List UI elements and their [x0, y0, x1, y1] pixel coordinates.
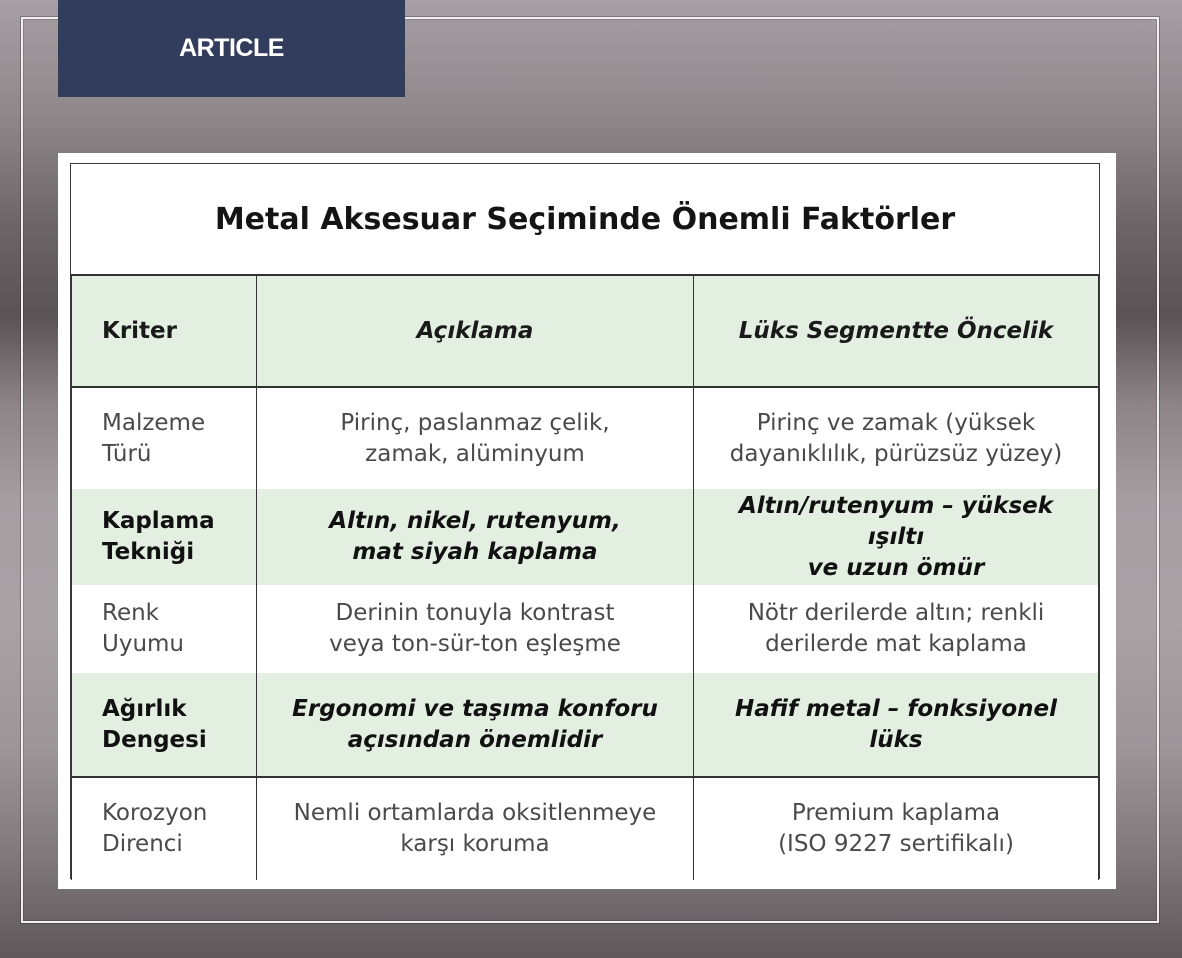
criterion-cell: Ağırlık Dengesi	[72, 673, 257, 777]
description-cell: Derinin tonuyla kontrast veya ton-sür-ton eşleşme	[257, 585, 694, 673]
table-title: Metal Aksesuar Seçiminde Önemli Faktörler	[72, 164, 1099, 275]
priority-cell: Nötr derilerde altın; renkli derilerde mat kaplama	[694, 585, 1099, 673]
priority-cell: Pirinç ve zamak (yüksek dayanıklılık, pürüzsüz yüzey)	[694, 387, 1099, 489]
table-header-row	[72, 275, 1099, 387]
factors-table-wrapper	[70, 163, 1100, 879]
header-priority: Lüks Segmentte Öncelik	[694, 275, 1099, 387]
priority-cell: Premium kaplama (ISO 9227 sertifikalı)	[694, 777, 1099, 880]
table-row	[72, 387, 1099, 489]
table-row	[72, 673, 1099, 777]
factors-table	[71, 164, 1099, 880]
article-tag-label: ARTICLE	[179, 34, 284, 62]
description-cell: Ergonomi ve taşıma konforu açısından önemlidir	[257, 673, 694, 777]
article-tag	[58, 0, 405, 97]
priority-cell: Hafif metal – fonksiyonel lüks	[694, 673, 1099, 777]
table-panel	[58, 153, 1116, 889]
description-cell: Altın, nikel, rutenyum, mat siyah kaplama	[257, 489, 694, 585]
table-row	[72, 777, 1099, 880]
header-description: Açıklama	[257, 275, 694, 387]
priority-cell: Altın/rutenyum – yüksek ışıltı ve uzun ömür	[694, 489, 1099, 585]
criterion-cell: Kaplama Tekniği	[72, 489, 257, 585]
description-cell: Pirinç, paslanmaz çelik, zamak, alüminyum	[257, 387, 694, 489]
description-cell: Nemli ortamlarda oksitlenmeye karşı koruma	[257, 777, 694, 880]
table-row	[72, 489, 1099, 585]
table-row	[72, 585, 1099, 673]
header-criterion: Kriter	[72, 275, 257, 387]
criterion-cell: Korozyon Direnci	[72, 777, 257, 880]
criterion-cell: Malzeme Türü	[72, 387, 257, 489]
criterion-cell: Renk Uyumu	[72, 585, 257, 673]
